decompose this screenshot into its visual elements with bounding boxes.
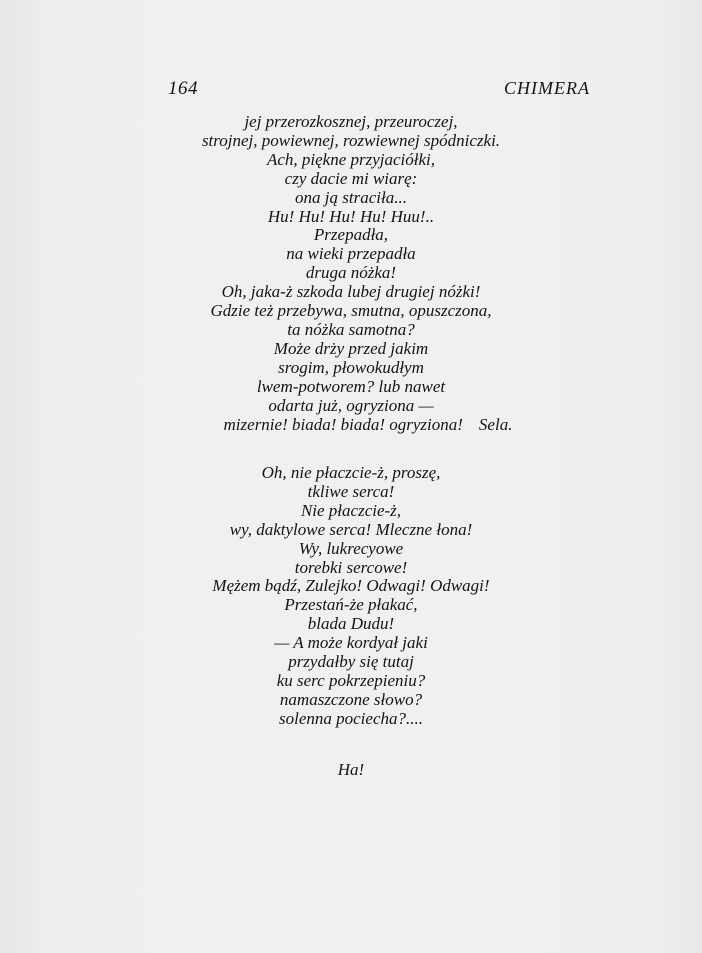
poem-line: mizernie! biada! biada! ogryziona! — [223, 414, 463, 434]
poem-line: Hu! Hu! Hu! Hu! Huu!.. — [267, 206, 435, 226]
running-head-title: CHIMERA — [504, 78, 590, 98]
poem-line: blada Dudu! — [307, 614, 395, 634]
poem-line: przydałby się tutaj — [288, 652, 414, 672]
poem-line: Może drży przed jakim — [273, 338, 429, 358]
poem-line: jej przerozkosznej, przeuroczej, — [244, 112, 458, 131]
poem-line: tkliwe serca! — [307, 481, 395, 501]
poem-line: — A może kordyał jaki — [274, 633, 428, 653]
poem-line: srogim, płowokudłym — [278, 357, 424, 377]
poem-line: wy, daktylowe serca! Mleczne łona! — [229, 519, 473, 539]
poem-final-line: Ha! — [337, 760, 365, 779]
poem-line: ona ją straciła... — [295, 187, 407, 207]
page-number: 164 — [168, 78, 198, 99]
poem-line: torebki sercowe! — [294, 557, 408, 577]
poem-stanza-1 — [0, 113, 702, 434]
poem-line: druga nóżka! — [305, 263, 397, 283]
poem-line: na wieki przepadła — [286, 244, 416, 264]
poem-line: Wy, lukrecyowe — [298, 538, 404, 558]
poem-line: ku serc pokrzepieniu? — [276, 670, 426, 690]
poem-line: Ach, piękne przyjaciółki, — [266, 149, 436, 169]
poem-line: namaszczone słowo? — [279, 689, 423, 709]
poem-line: ta nóżka samotna? — [287, 319, 415, 339]
poem-line: Gdzie też przebywa, smutna, opuszczona, — [210, 301, 492, 321]
poem-line: lwem-potworem? lub nawet — [256, 376, 446, 396]
poem-line: Mężem bądź, Zulejko! Odwagi! Odwagi! — [212, 576, 490, 596]
sela-marker: Sela. — [478, 414, 513, 434]
poem-line: Oh, jaka-ż szkoda lubej drugiej nóżki! — [221, 282, 481, 302]
poem-stanza-2 — [0, 464, 702, 729]
poem-line: Oh, nie płaczcie-ż, proszę, — [261, 463, 441, 482]
poem-line: solenna pociecha?.... — [279, 708, 423, 728]
poem-line: Nie płaczcie-ż, — [300, 500, 402, 520]
poem-line: odarta już, ogryziona — — [268, 395, 434, 415]
poem-line: Przestań-że płakać, — [284, 595, 418, 615]
poem-line: Przepadła, — [313, 225, 389, 245]
poem-line: czy dacie mi wiarę: — [284, 168, 418, 188]
poem-line-with-sela — [0, 416, 702, 435]
poem-line: strojnej, powiewnej, rozwiewnej spódniczki. — [201, 130, 501, 150]
